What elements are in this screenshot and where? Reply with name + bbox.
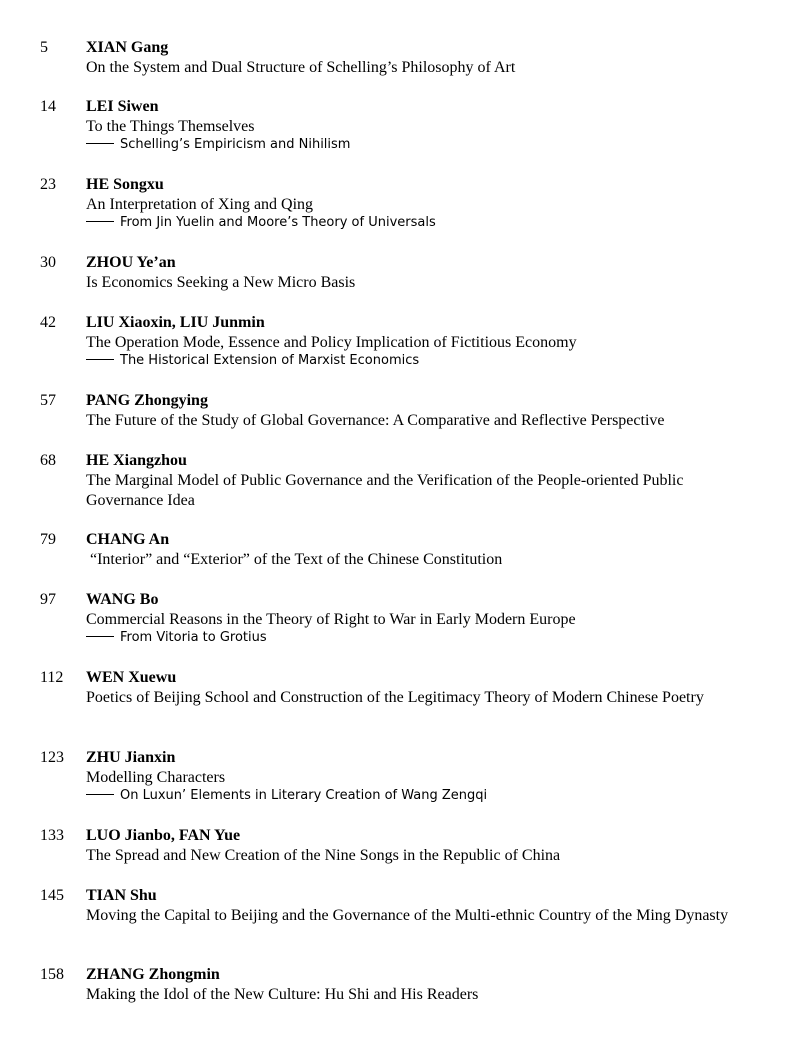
entry-title: The Operation Mode, Essence and Policy Implication of Fictitious Economy <box>86 334 577 351</box>
entry-title: Poetics of Beijing School and Construction of the Legitimacy Theory of Modern Chinese Poetry <box>86 689 704 706</box>
entry-author: ZHU Jianxin <box>86 749 176 766</box>
page-number: 123 <box>40 749 64 766</box>
page-number: 23 <box>40 176 56 193</box>
entry-subtitle-text: From Vitoria to Grotius <box>120 630 267 645</box>
entry-author: WEN Xuewu <box>86 669 177 686</box>
entry-author: CHANG An <box>86 531 170 548</box>
entry-author: ZHOU Ye’an <box>86 254 176 271</box>
entry-author: HE Xiangzhou <box>86 452 187 469</box>
entry-subtitle-text: On Luxun’ Elements in Literary Creation of Wang Zengqi <box>120 788 488 803</box>
entry-author: LUO Jianbo, FAN Yue <box>86 827 241 844</box>
entry-subtitle <box>86 788 776 804</box>
entry-author: ZHANG Zhongmin <box>86 966 220 983</box>
page-number: 97 <box>40 591 56 608</box>
page-number: 68 <box>40 452 56 469</box>
em-dash-rule <box>86 794 114 795</box>
entry-title: Making the Idol of the New Culture: Hu Shi and His Readers <box>86 986 479 1003</box>
entry-title: Is Economics Seeking a New Micro Basis <box>86 274 356 291</box>
entry-author: LIU Xiaoxin, LIU Junmin <box>86 314 265 331</box>
entry-subtitle-text: Schelling’s Empiricism and Nihilism <box>120 137 351 152</box>
page-number: 14 <box>40 98 56 115</box>
page-number: 42 <box>40 314 56 331</box>
entry-title: Commercial Reasons in the Theory of Right to War in Early Modern Europe <box>86 611 576 628</box>
page-number: 145 <box>40 887 64 904</box>
entry-subtitle <box>86 137 776 153</box>
entry-title: The Marginal Model of Public Governance and the Verification of the People-oriented Public Governance Idea <box>86 472 684 509</box>
entry-title: Moving the Capital to Beijing and the Governance of the Multi-ethnic Country of the Ming Dynasty <box>86 907 729 924</box>
page-number: 30 <box>40 254 56 271</box>
entry-title: Modelling Characters <box>86 769 226 786</box>
page-number: 133 <box>40 827 64 844</box>
entry-author: XIAN Gang <box>86 39 169 56</box>
entry-subtitle <box>86 353 776 369</box>
entry-subtitle-text: From Jin Yuelin and Moore’s Theory of Universals <box>120 215 436 230</box>
entry-title: The Future of the Study of Global Governance: A Comparative and Reflective Perspective <box>86 412 665 429</box>
entry-title: “Interior” and “Exterior” of the Text of the Chinese Constitution <box>86 551 503 568</box>
page-number: 5 <box>40 39 48 56</box>
entry-subtitle <box>86 630 776 646</box>
page-number: 112 <box>40 669 64 686</box>
entry-title: To the Things Themselves <box>86 118 255 135</box>
entry-author: LEI Siwen <box>86 98 159 115</box>
em-dash-rule <box>86 143 114 144</box>
entry-title: An Interpretation of Xing and Qing <box>86 196 314 213</box>
entry-author: PANG Zhongying <box>86 392 208 409</box>
page-number: 158 <box>40 966 64 983</box>
entry-subtitle <box>86 215 776 231</box>
entry-author: WANG Bo <box>86 591 159 608</box>
em-dash-rule <box>86 359 114 360</box>
em-dash-rule <box>86 636 114 637</box>
entry-title: On the System and Dual Structure of Schelling’s Philosophy of Art <box>86 59 516 76</box>
page-number: 79 <box>40 531 56 548</box>
entry-author: TIAN Shu <box>86 887 157 904</box>
entry-subtitle-text: The Historical Extension of Marxist Economics <box>120 353 420 368</box>
em-dash-rule <box>86 221 114 222</box>
page-number: 57 <box>40 392 56 409</box>
entry-author: HE Songxu <box>86 176 164 193</box>
entry-title: The Spread and New Creation of the Nine Songs in the Republic of China <box>86 847 561 864</box>
